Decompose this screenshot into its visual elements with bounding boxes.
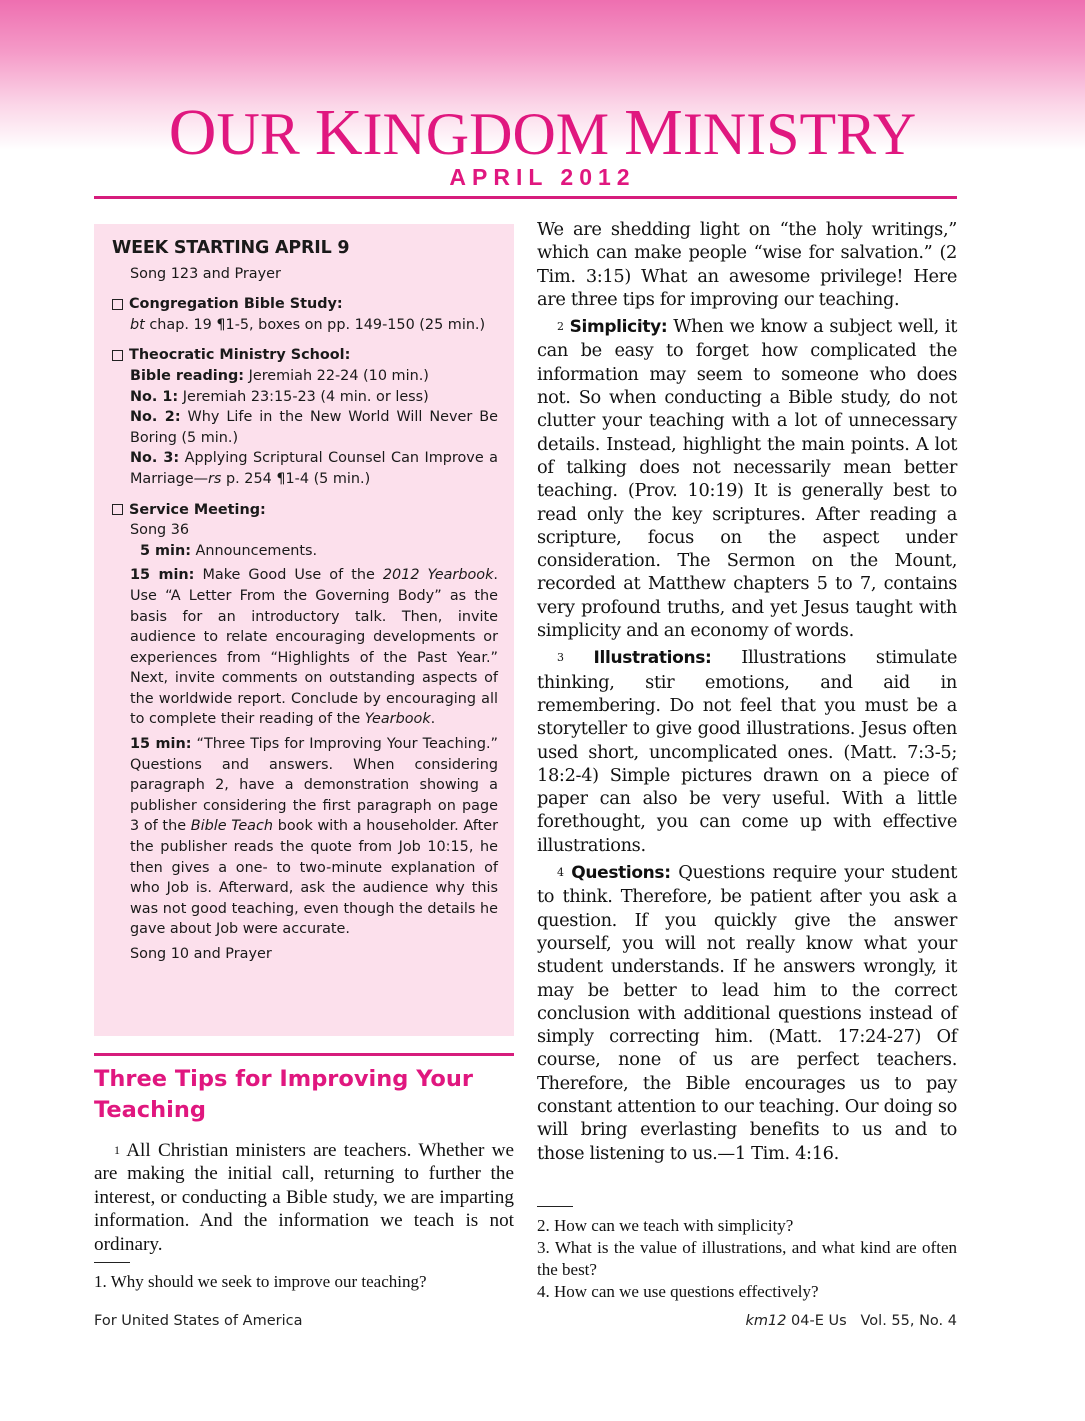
sm-song: Song 36 xyxy=(130,522,190,539)
tms-no2: No. 2: Why Life in the New World Will Never Be Boring (5 min.) xyxy=(130,409,498,446)
section-service-meeting: Service Meeting: xyxy=(112,500,498,521)
question-4: 4. How can we use questions effectively? xyxy=(537,1282,819,1301)
opening-song: Song 123 and Prayer xyxy=(130,265,281,282)
week-heading: WEEK STARTING APRIL 9 xyxy=(112,238,350,258)
cbs-detail: bt chap. 19 ¶1-5, boxes on pp. 149-150 (25 min.) xyxy=(130,316,486,333)
review-questions xyxy=(537,1206,957,1303)
footer-region: For United States of America xyxy=(94,1313,303,1329)
question-1: 1. Why should we seek to improve our teaching? xyxy=(94,1272,427,1292)
article-paragraph-2: $^2$ Simplicity: When we know a subject well, it can be easy to forget how complicated the information may seem to someone who does not. So when conducting a Bible study, do not clutter your teaching with a lot of unnecessary details. Instead, highlight the main points. A lot of talking does not necessarily mean better teaching. (Prov. 10:19) It is generally best to read only the key scriptures. After reading a scripture, focus on the aspect under consideration. The Sermon on the Mount, recorded at Matthew chapters 5 to 7, contains very profound truths, and yet Jesus taught with simplicity and an economy of words. xyxy=(537,316,958,642)
footer-code: km12 04-E Us Vol. 55, No. 4 xyxy=(745,1313,957,1329)
issue-date: APRIL 2012 xyxy=(449,164,636,190)
sm-part-2: 15 min: Make Good Use of the 2012 Yearbook. Use “A Letter From the Governing Body” as the basis for an introductory talk. Then, invite audience to relate encouraging developments or experiences from “Highlights of the Past Year.” Next, invite comments on outstanding aspects of the worldwide report. Conclude by encouraging all to complete their reading of the Yearbook. xyxy=(130,567,498,728)
meeting-schedule-box xyxy=(94,224,514,1036)
divider xyxy=(537,1206,573,1207)
tms-no3: No. 3: Applying Scriptural Counsel Can Improve a Marriage—rs p. 254 ¶1-4 (5 min.) xyxy=(130,450,498,487)
masthead-rule xyxy=(94,196,957,199)
masthead-title: OUR KINGDOM MINISTRY xyxy=(168,96,917,169)
article-right-column xyxy=(537,218,957,1169)
tms-bible-reading: Bible reading: Jeremiah 22-24 (10 min.) xyxy=(130,367,429,384)
closing-song: Song 10 and Prayer xyxy=(130,946,272,962)
article-paragraph-1: $^1$ All Christian ministers are teachers. Whether we are making the initial call, returning to further the interest, or conducting a Bible study, we are imparting information. And the information we teach is not ordinary. 1. Why should we seek to improve our teaching? xyxy=(94,1140,514,1292)
section-tms: Theocratic Ministry School: xyxy=(112,345,498,366)
question-2: 2. How can we teach with simplicity? xyxy=(537,1216,794,1235)
section-cbs: Congregation Bible Study: xyxy=(112,294,498,315)
article-rule xyxy=(94,1053,514,1056)
checkbox-icon xyxy=(112,350,123,361)
question-3: 3. What is the value of illustrations, and what kind are often the best? xyxy=(537,1238,957,1279)
sm-part-1: 5 min: Announcements. xyxy=(140,542,318,559)
article-heading: Three Tips for Improving Your Teaching xyxy=(94,1066,473,1123)
checkbox-icon xyxy=(112,299,123,310)
divider xyxy=(94,1262,130,1263)
paragraph-1-continued: We are shedding light on “the holy writings,” which can make people “wise for salvation.” (2 Tim. 3:15) What an awesome privilege! Here are three tips for improving our teaching. xyxy=(537,219,957,310)
article-paragraph-3: $^3$ Illustrations: Illustrations stimulate thinking, stir emotions, and aid in remembering. Do not feel that you must be a storyteller to give good illustrations. Jesus often used short, uncomplicated ones. (Matt. 7:3-5; 18:2-4) Simple pictures drawn on a piece of paper can also be very useful. With a little forethought, you can come up with effective illustrations. xyxy=(537,647,958,856)
sm-part-3: 15 min: “Three Tips for Improving Your Teaching.” Questions and answers. When considering paragraph 2, have a demonstration showing a publisher considering the first paragraph on page 3 of the Bible Teach book with a householder. After the publisher reads the quote from Job 10:15, he then gives a one- to two-minute explanation of who Job is. Afterward, ask the audience why this was not good teaching, even though the details he gave about Job were accurate. xyxy=(130,736,498,938)
article-paragraph-4: $^4$ Questions: Questions require your student to think. Therefore, be patient after you ask a question. If you quickly give the answer yourself, you will not really know what your student understands. If he answers wrongly, it may be better to lead him to the correct conclusion with additional questions instead of simply correcting him. (Matt. 17:24-27) Of course, none of us are perfect teachers. Therefore, the Bible encourages us to pay constant attention to our teaching. Our doing so will bring everlasting benefits to us and to those listening to us.—1 Tim. 4:16. xyxy=(537,862,958,1164)
tms-no1: No. 1: Jeremiah 23:15-23 (4 min. or less) xyxy=(130,388,429,405)
checkbox-icon xyxy=(112,504,123,515)
